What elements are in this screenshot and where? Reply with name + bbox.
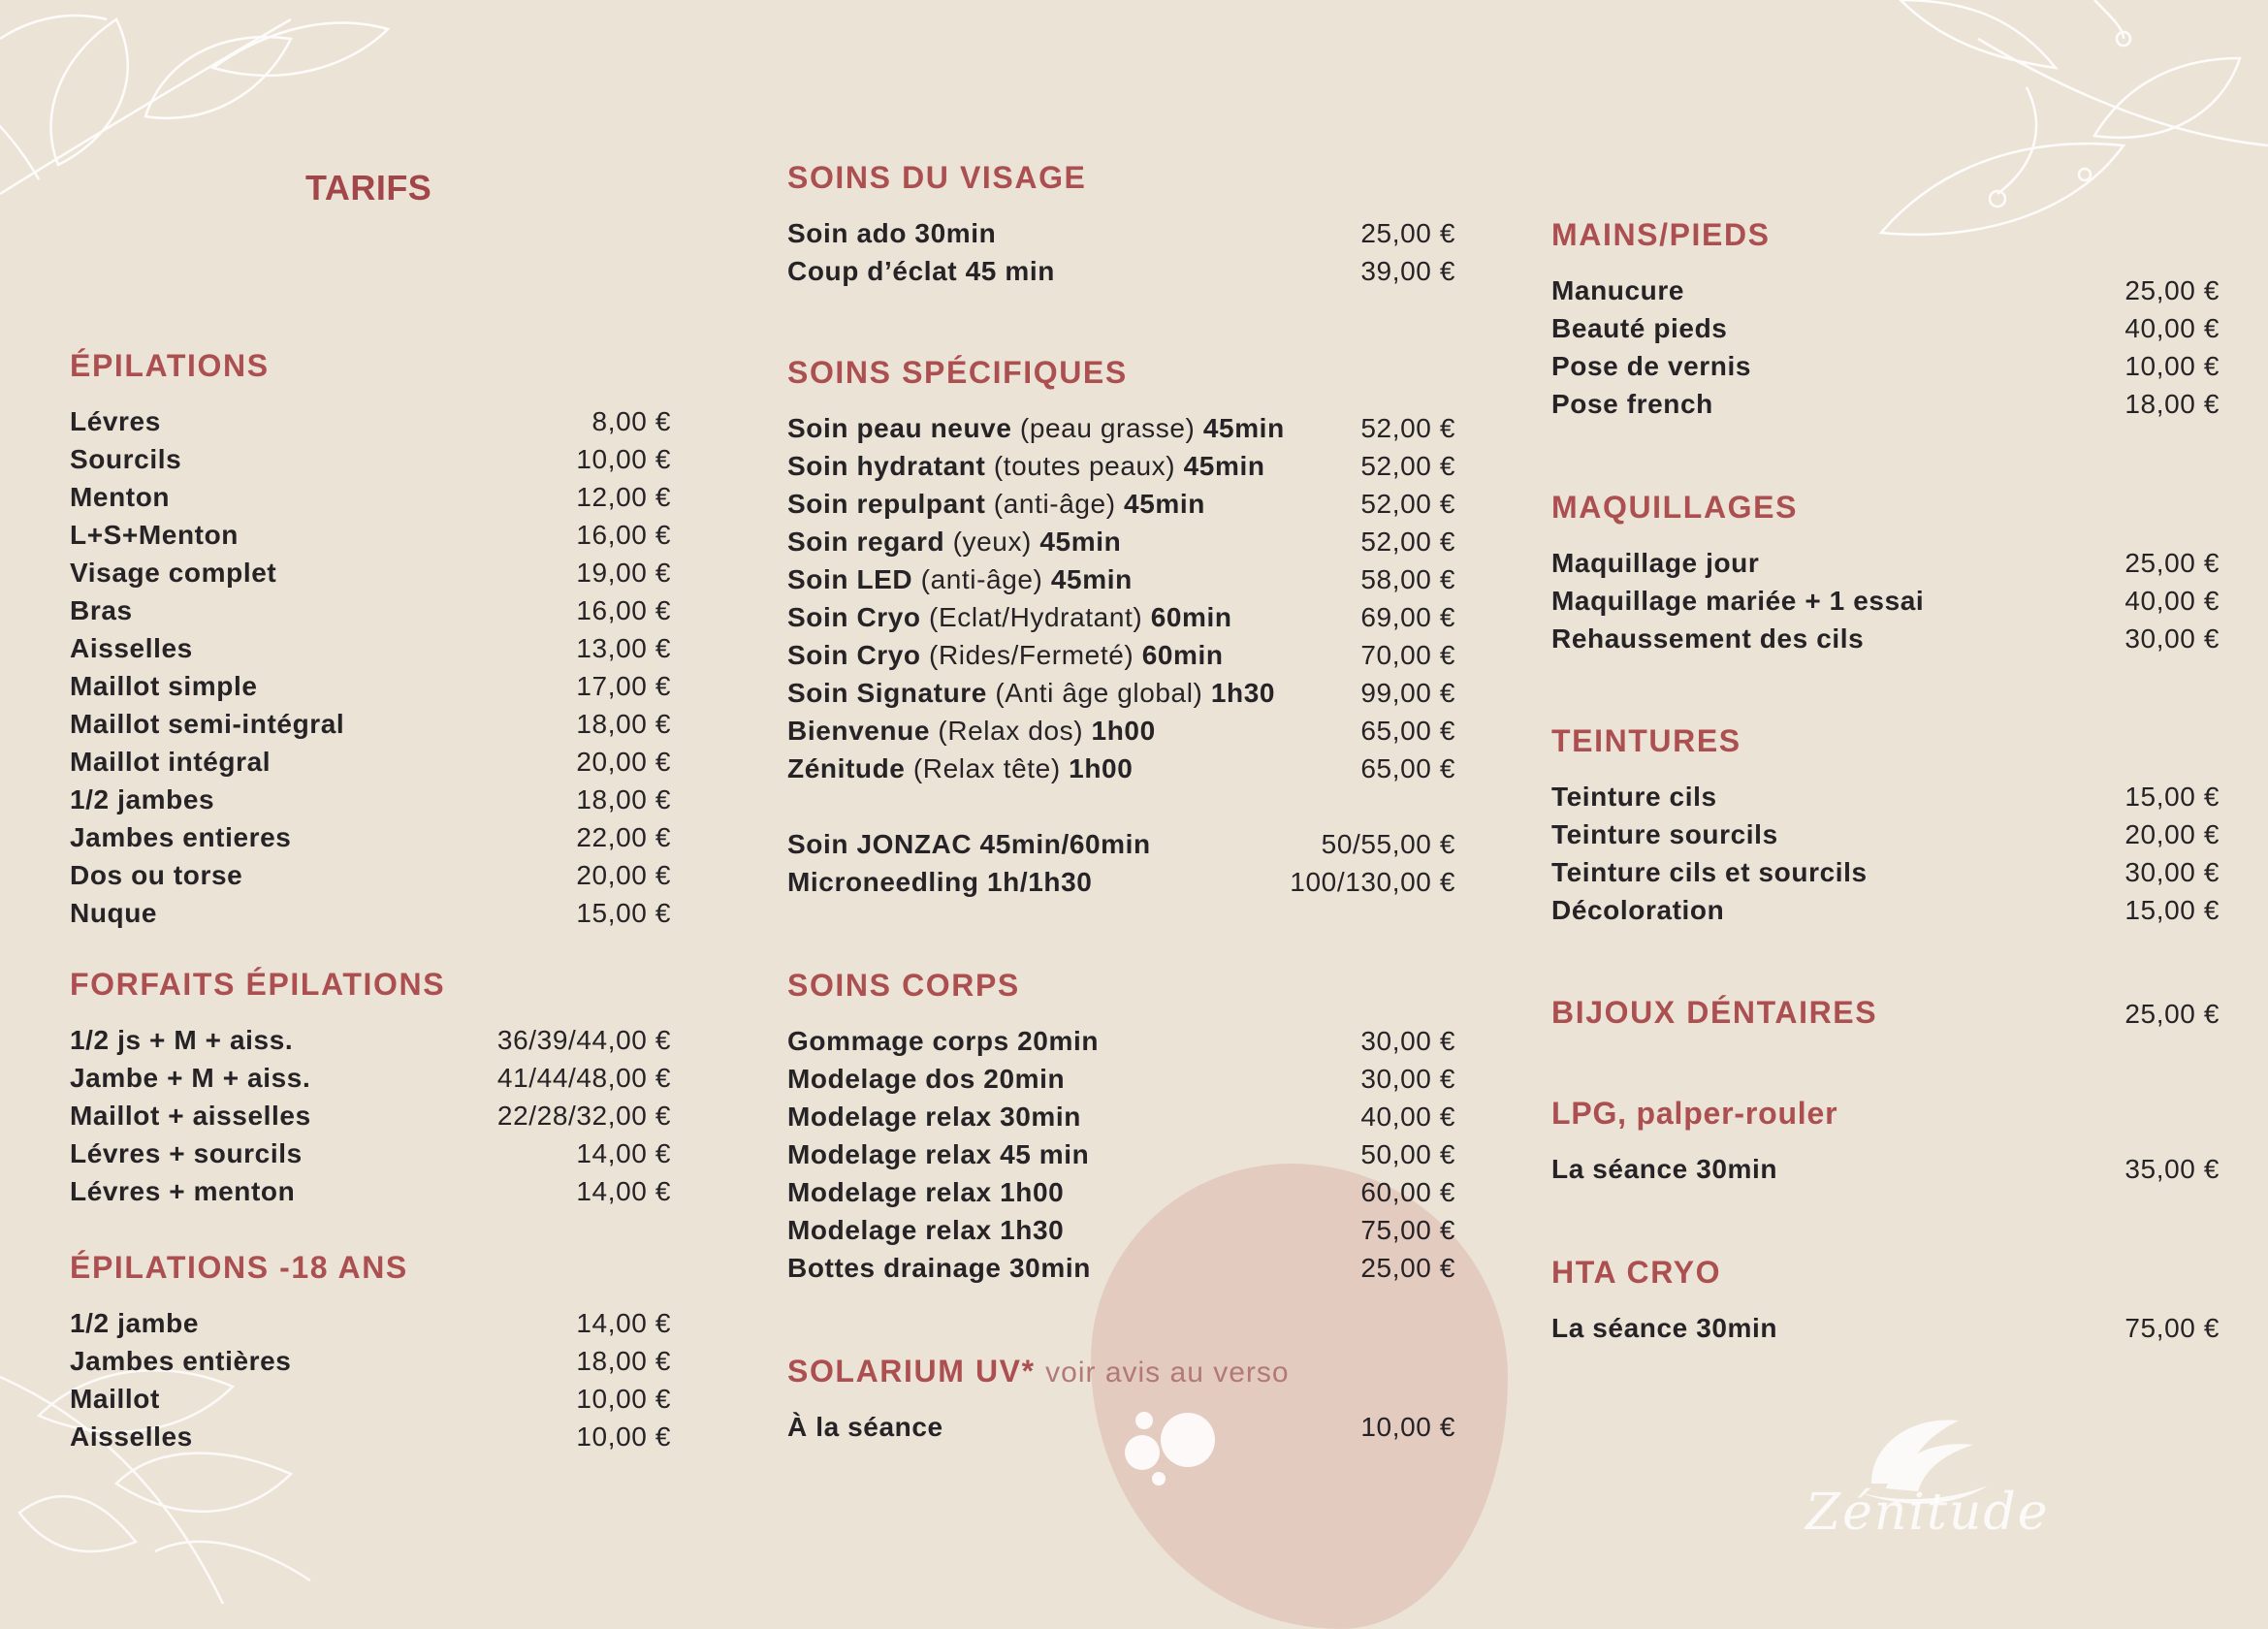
item-duration: 60min (1141, 640, 1224, 670)
item-price: 20,00 € (576, 747, 671, 777)
price-row (70, 705, 671, 743)
item-name: Décoloration (1551, 895, 1725, 925)
lpg-title: LPG, palper-rouler (1551, 1096, 1838, 1131)
page-title: TARIFS (305, 168, 432, 208)
item-name: Dos ou torse (70, 860, 243, 890)
item-name: À la séance (787, 1412, 943, 1442)
item-detail: (Eclat/Hydratant) (929, 602, 1143, 632)
item-name: Modelage relax 1h30 (787, 1215, 1065, 1245)
item-name: Jambes entières (70, 1346, 292, 1376)
item-duration: 45min (1124, 489, 1205, 519)
item-price: 10,00 € (576, 1384, 671, 1414)
item-price: 10,00 € (2124, 351, 2220, 381)
price-row (787, 825, 1455, 863)
item-name-bold: Soin LED (787, 564, 913, 594)
item-name (787, 598, 1232, 636)
item-name-bold: Soin peau neuve (787, 413, 1012, 443)
item-name: Menton (70, 482, 171, 512)
price-row (787, 1173, 1455, 1211)
item-name-bold: Bienvenue (787, 716, 930, 746)
price-row (70, 1342, 671, 1380)
item-price: 50/55,00 € (1321, 829, 1455, 859)
item-name: Soin JONZAC 45min/60min (787, 829, 1151, 859)
item-name: Rehaussement des cils (1551, 623, 1865, 654)
item-name (787, 636, 1224, 674)
item-price: 25,00 € (2124, 548, 2220, 578)
price-row (1551, 385, 2220, 423)
item-price: 10,00 € (1360, 1412, 1455, 1442)
price-list (787, 214, 1455, 290)
solarium-title: SOLARIUM UV* (787, 1354, 1036, 1389)
price-list (70, 1021, 671, 1210)
item-price: 18,00 € (2124, 389, 2220, 419)
price-list (787, 825, 1455, 901)
item-name: Modelage relax 1h00 (787, 1177, 1065, 1207)
item-name (787, 447, 1265, 485)
item-name: Teinture cils et sourcils (1551, 857, 1868, 887)
section-forfaits-epilations (70, 963, 671, 1210)
item-duration: 45min (1039, 527, 1122, 557)
price-row (787, 1022, 1455, 1060)
item-name: Teinture sourcils (1551, 819, 1778, 849)
item-name: Bras (70, 595, 133, 625)
price-row (70, 516, 671, 554)
item-price: 40,00 € (1360, 1102, 1455, 1132)
item-price: 41/44/48,00 € (496, 1063, 671, 1093)
price-list (1551, 272, 2220, 423)
price-row (787, 1135, 1455, 1173)
price-row (70, 1134, 671, 1172)
item-name: Modelage dos 20min (787, 1064, 1066, 1094)
price-row (70, 1304, 671, 1342)
item-price: 99,00 € (1360, 678, 1455, 708)
price-list (70, 402, 671, 932)
item-name: Nuque (70, 898, 158, 928)
section-soins-visage (787, 156, 1455, 290)
price-row (787, 447, 1455, 485)
item-price: 22/28/32,00 € (496, 1101, 671, 1131)
item-name: 1/2 jambes (70, 784, 215, 814)
price-row (787, 598, 1455, 636)
item-price: 18,00 € (576, 784, 671, 814)
item-price: 15,00 € (2124, 782, 2220, 812)
section-lpg (1551, 1092, 2220, 1188)
price-row (70, 667, 671, 705)
price-row (70, 1380, 671, 1418)
price-row (787, 1060, 1455, 1098)
item-name-bold: Zénitude (787, 753, 906, 783)
item-price: 22,00 € (576, 822, 671, 852)
price-row (1551, 1309, 2220, 1347)
item-price: 58,00 € (1360, 564, 1455, 594)
section-title (787, 1350, 1455, 1392)
item-name: Maillot (70, 1384, 160, 1414)
price: 25,00 € (2124, 999, 2220, 1029)
item-price: 16,00 € (576, 595, 671, 625)
item-name: Sourcils (70, 444, 182, 474)
item-name: Modelage relax 45 min (787, 1139, 1090, 1169)
item-duration: 1h30 (1210, 678, 1276, 708)
item-price: 35,00 € (2124, 1154, 2220, 1184)
column-3 (1551, 0, 2220, 1604)
item-price: 50,00 € (1360, 1139, 1455, 1169)
item-price: 19,00 € (576, 558, 671, 588)
item-price: 30,00 € (2124, 623, 2220, 654)
item-price: 17,00 € (576, 671, 671, 701)
column-2 (787, 0, 1455, 1604)
item-detail: (peau grasse) (1019, 413, 1196, 443)
price-row (70, 440, 671, 478)
item-price: 65,00 € (1360, 716, 1455, 746)
section-title: MAINS/PIEDS (1551, 217, 1771, 252)
section-epilations (70, 344, 671, 932)
item-name: Maillot + aisselles (70, 1101, 311, 1131)
item-price: 10,00 € (576, 1421, 671, 1452)
section-title: MAQUILLAGES (1551, 490, 1799, 525)
item-price: 15,00 € (576, 898, 671, 928)
item-price: 52,00 € (1360, 413, 1455, 443)
price-list (1551, 544, 2220, 657)
price-row (70, 1059, 671, 1097)
item-price: 70,00 € (1360, 640, 1455, 670)
item-name: Manucure (1551, 275, 1685, 305)
item-price: 40,00 € (2124, 586, 2220, 616)
item-price: 30,00 € (1360, 1026, 1455, 1056)
item-name: Gommage corps 20min (787, 1026, 1100, 1056)
item-price: 20,00 € (2124, 819, 2220, 849)
item-price: 12,00 € (576, 482, 671, 512)
price-row (787, 674, 1455, 712)
item-name (787, 674, 1275, 712)
price-row (1551, 620, 2220, 657)
price-row (1551, 272, 2220, 309)
price-row (787, 636, 1455, 674)
item-duration: 1h00 (1091, 716, 1156, 746)
price-row (70, 1172, 671, 1210)
section-soins-specifiques (787, 351, 1455, 901)
item-name: Maillot simple (70, 671, 258, 701)
price-row (787, 1408, 1455, 1446)
price-row (1551, 1150, 2220, 1188)
item-price: 16,00 € (576, 520, 671, 550)
item-name (787, 712, 1156, 750)
item-name: Coup d’éclat 45 min (787, 256, 1055, 286)
price-row (1551, 582, 2220, 620)
solarium-note: voir avis au verso (1045, 1357, 1290, 1389)
item-name-bold: Soin Cryo (787, 640, 921, 670)
item-name-bold: Soin hydratant (787, 451, 986, 481)
item-price: 52,00 € (1360, 527, 1455, 557)
item-name: Maquillage mariée + 1 essai (1551, 586, 1925, 616)
item-price: 20,00 € (576, 860, 671, 890)
section-title: ÉPILATIONS (70, 348, 270, 383)
item-price: 14,00 € (576, 1308, 671, 1338)
item-name: Pose de vernis (1551, 351, 1752, 381)
item-price: 39,00 € (1360, 256, 1455, 286)
item-detail: (anti-âge) (920, 564, 1043, 594)
item-name: Modelage relax 30min (787, 1102, 1082, 1132)
item-name: Teinture cils (1551, 782, 1717, 812)
section-title: FORFAITS ÉPILATIONS (70, 967, 446, 1002)
section-epilations-18 (70, 1246, 671, 1455)
item-price: 8,00 € (591, 406, 671, 436)
item-price: 75,00 € (1360, 1215, 1455, 1245)
section-teintures (1551, 719, 2220, 929)
item-name: Microneedling 1h/1h30 (787, 867, 1093, 897)
price-list (1551, 778, 2220, 929)
item-price: 14,00 € (576, 1138, 671, 1168)
item-name (787, 409, 1285, 447)
item-price: 18,00 € (576, 709, 671, 739)
item-name: Soin ado 30min (787, 218, 997, 248)
item-price: 25,00 € (1360, 218, 1455, 248)
item-price: 100/130,00 € (1290, 867, 1455, 897)
item-price: 69,00 € (1360, 602, 1455, 632)
item-price: 14,00 € (576, 1176, 671, 1206)
price-row (1551, 309, 2220, 347)
item-price: 52,00 € (1360, 489, 1455, 519)
price-row (787, 1249, 1455, 1287)
item-name: Maillot intégral (70, 747, 272, 777)
item-price: 30,00 € (1360, 1064, 1455, 1094)
item-duration: 45min (1202, 413, 1285, 443)
item-name-bold: Soin repulpant (787, 489, 986, 519)
item-name-bold: Soin regard (787, 527, 945, 557)
item-price: 75,00 € (2124, 1313, 2220, 1343)
price-row (787, 1098, 1455, 1135)
item-name: Pose french (1551, 389, 1713, 419)
price-row (1551, 891, 2220, 929)
item-name (787, 750, 1133, 787)
price-row (787, 409, 1455, 447)
item-name (787, 560, 1133, 598)
price-list (1551, 1309, 2220, 1347)
item-name: L+S+Menton (70, 520, 240, 550)
item-name: Aisselles (70, 1421, 193, 1452)
item-detail: (toutes peaux) (993, 451, 1176, 481)
section-title: SOINS CORPS (787, 968, 1020, 1003)
item-name: Visage complet (70, 558, 277, 588)
item-name (787, 485, 1205, 523)
item-detail: (yeux) (952, 527, 1032, 557)
item-price: 30,00 € (2124, 857, 2220, 887)
price-row (787, 1211, 1455, 1249)
item-name (787, 523, 1121, 560)
price-row (1551, 853, 2220, 891)
item-detail: (anti-âge) (993, 489, 1116, 519)
price-row (70, 554, 671, 591)
price-row (70, 402, 671, 440)
price-row (787, 252, 1455, 290)
item-name: La séance 30min (1551, 1154, 1778, 1184)
section-title: BIJOUX DÉNTAIRES (1551, 995, 1878, 1030)
item-name: Jambe + M + aiss. (70, 1063, 311, 1093)
item-name: Lévres + menton (70, 1176, 296, 1206)
item-duration: 45min (1050, 564, 1133, 594)
price-row (70, 1097, 671, 1134)
item-price: 52,00 € (1360, 451, 1455, 481)
item-detail: (Rides/Fermeté) (929, 640, 1134, 670)
price-row (787, 712, 1455, 750)
item-name-bold: Soin Cryo (787, 602, 921, 632)
item-detail: (Relax dos) (938, 716, 1084, 746)
section-title: TEINTURES (1551, 723, 1741, 758)
price-list (1551, 1150, 2220, 1188)
price-row (1551, 815, 2220, 853)
item-name: Jambes entieres (70, 822, 292, 852)
section-hta-cryo (1551, 1251, 2220, 1347)
item-detail: (Anti âge global) (995, 678, 1203, 708)
price-list (787, 1022, 1455, 1287)
column-1 (70, 0, 671, 1604)
item-price: 65,00 € (1360, 753, 1455, 783)
item-price: 10,00 € (576, 444, 671, 474)
price-row (70, 743, 671, 781)
item-price: 25,00 € (2124, 275, 2220, 305)
item-detail: (Relax tête) (912, 753, 1061, 783)
item-name: Lévres (70, 406, 161, 436)
item-price: 36/39/44,00 € (496, 1025, 671, 1055)
item-duration: 60min (1150, 602, 1232, 632)
item-price: 60,00 € (1360, 1177, 1455, 1207)
item-name: 1/2 js + M + aiss. (70, 1025, 294, 1055)
price-row (70, 781, 671, 818)
item-name: Lévres + sourcils (70, 1138, 303, 1168)
price-row (1551, 778, 2220, 815)
item-duration: 1h00 (1069, 753, 1134, 783)
section-mains-pieds (1551, 213, 2220, 423)
item-name: Bottes drainage 30min (787, 1253, 1091, 1283)
item-name: Beauté pieds (1551, 313, 1728, 343)
section-title: SOINS DU VISAGE (787, 160, 1087, 195)
price-list (70, 1304, 671, 1455)
item-price: 13,00 € (576, 633, 671, 663)
section-maquillages (1551, 486, 2220, 657)
brand-logo-text: Zénitude (1805, 1484, 2050, 1542)
section-title: SOINS SPÉCIFIQUES (787, 355, 1128, 390)
price-row (787, 485, 1455, 523)
section-soins-corps (787, 964, 1455, 1287)
item-name: Aisselles (70, 633, 193, 663)
item-name: Maillot semi-intégral (70, 709, 345, 739)
section-solarium (787, 1350, 1455, 1446)
section-title: HTA CRYO (1551, 1255, 1722, 1290)
price-row (1551, 544, 2220, 582)
price-row (70, 818, 671, 856)
item-name-bold: Soin Signature (787, 678, 987, 708)
price-row (1551, 347, 2220, 385)
price-row (787, 523, 1455, 560)
price-row (787, 214, 1455, 252)
item-name: Maquillage jour (1551, 548, 1760, 578)
price-row (787, 863, 1455, 901)
price-list (787, 409, 1455, 787)
item-price: 40,00 € (2124, 313, 2220, 343)
price-row (70, 591, 671, 629)
item-duration: 45min (1183, 451, 1265, 481)
item-name: La séance 30min (1551, 1313, 1778, 1343)
item-price: 18,00 € (576, 1346, 671, 1376)
price-row (70, 856, 671, 894)
item-name: 1/2 jambe (70, 1308, 200, 1338)
section-title (1551, 1092, 2220, 1134)
item-price: 15,00 € (2124, 895, 2220, 925)
price-list (787, 1408, 1455, 1446)
price-row (70, 1021, 671, 1059)
price-row (787, 750, 1455, 787)
price-row (787, 560, 1455, 598)
price-row (70, 1418, 671, 1455)
price-row (70, 478, 671, 516)
item-price: 25,00 € (1360, 1253, 1455, 1283)
price-row (70, 629, 671, 667)
price-row (70, 894, 671, 932)
section-title: ÉPILATIONS -18 ANS (70, 1250, 408, 1285)
section-bijoux-dentaires (1551, 991, 2220, 1049)
